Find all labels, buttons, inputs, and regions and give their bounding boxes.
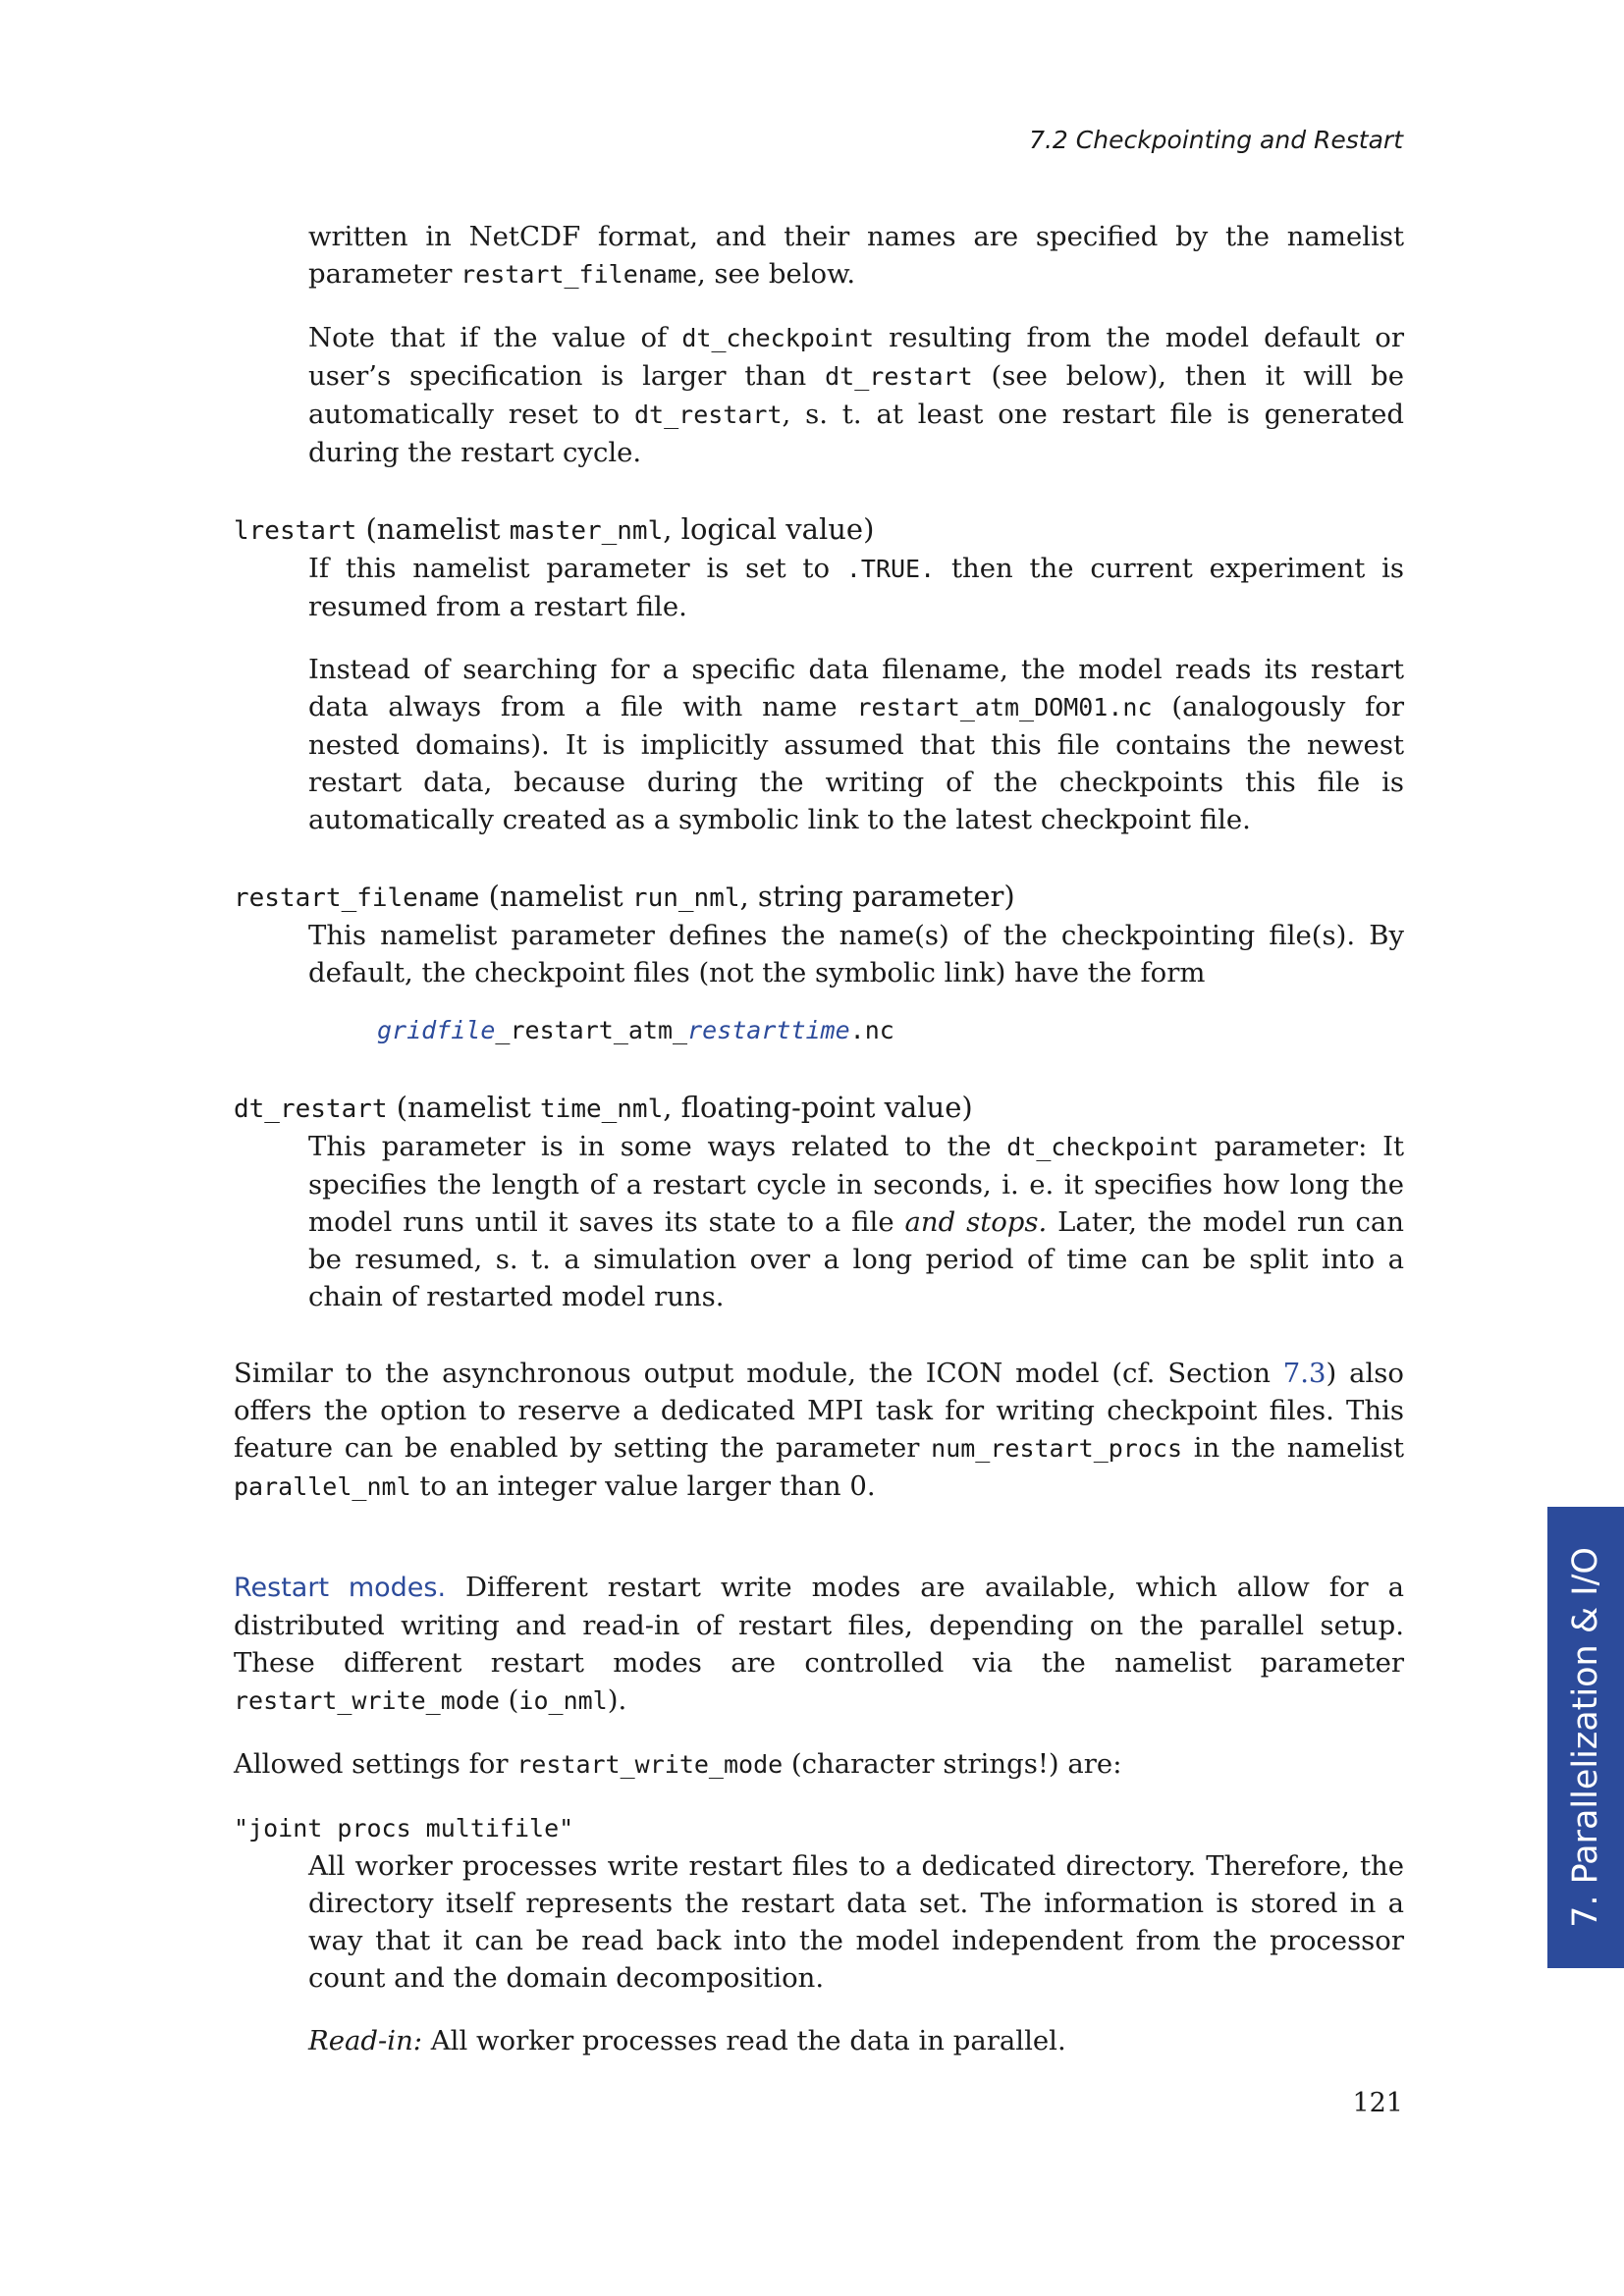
term-name: lrestart (234, 516, 357, 546)
text: Instead of searching for a specific data filename, the model reads its restart data always from a file with name (308, 654, 1404, 722)
formula-literal: _restart_atm_ (495, 1016, 688, 1044)
code-parallel-nml: parallel_nml (234, 1472, 411, 1501)
section-link[interactable]: 7.3 (1282, 1358, 1326, 1389)
term-joint-procs-multifile (234, 1809, 1404, 1847)
text: Later, the model run can be resumed, s. t. a simulation over a long period of time can be split into a chain of restarted model runs. (308, 1206, 1404, 1312)
text: Different restart write modes are available, which allow for a distributed writing and read-in of restart files, depending on the parallel setup. These different restart modes are controlled via the namelist parameter (234, 1572, 1404, 1679)
lrestart-description (308, 550, 1404, 625)
term-name: "joint procs multifile" (234, 1814, 574, 1842)
text: , s. t. at least one restart file is generated during the restart cycle. (308, 399, 1404, 468)
text: Allowed settings for (234, 1748, 517, 1780)
text: If this namelist parameter is set to (308, 553, 846, 584)
lrestart-description-2 (308, 651, 1404, 838)
filename-formula (377, 1011, 1404, 1049)
text: (see below), then it will be automatically reset to (308, 360, 1404, 430)
text: , string parameter) (739, 880, 1015, 913)
code-dt-restart: dt_restart (633, 400, 783, 429)
text: (namelist (396, 1091, 541, 1124)
namelist-name: master_nml (509, 516, 664, 546)
formula-variable: restarttime (687, 1016, 850, 1044)
page-body (234, 218, 1404, 2059)
chapter-tab-label: 7. Parallelization & I/O (1566, 1547, 1605, 1928)
code-restart-write-mode: restart_write_mode (234, 1686, 500, 1715)
text: written in NetCDF format, and their names are specified by the namelist parameter (308, 221, 1404, 290)
text: All worker processes read the data in parallel. (422, 2025, 1066, 2056)
page-number: 121 (1352, 2088, 1403, 2118)
emphasis: and stops. (904, 1206, 1048, 1238)
code-dt-restart: dt_restart (825, 362, 973, 391)
text: (analogously for nested domains). It is implicitly assumed that this file contains the newest restart data, because during the writing of the checkpoints this file is automatically created as a symbolic link to the latest checkpoint file. (308, 691, 1404, 835)
formula-variable: gridfile (377, 1016, 496, 1044)
text: in the namelist (1182, 1432, 1404, 1464)
text: , floating-point value) (663, 1091, 973, 1124)
paragraph-restart-modes (234, 1569, 1404, 1720)
joint-read-in (308, 2022, 1404, 2059)
code-io-nml: io_nml (518, 1686, 608, 1715)
paragraph-netcdf (308, 218, 1404, 294)
text: ) also offers the option to reserve a dedicated MPI task for writing checkpoint files. This feature can be enabled by setting the parameter (234, 1358, 1404, 1464)
formula-literal: .nc (849, 1016, 894, 1044)
text: then the current experiment is resumed from a restart file. (308, 553, 1404, 622)
text: Note that if the value of (308, 322, 682, 353)
text: parameter: It specifies the length of a restart cycle in seconds, i. e. it specifies how long the model runs until it saves its state to a file (308, 1131, 1404, 1238)
running-header: 7.2 Checkpointing and Restart (1029, 126, 1403, 154)
chapter-tab (1547, 1507, 1624, 1968)
text: Similar to the asynchronous output module, the ICON model (cf. Section (234, 1358, 1283, 1389)
text: (character strings!) are: (783, 1748, 1122, 1780)
paragraph-allowed-settings (234, 1745, 1404, 1784)
section-heading: Restart modes. (234, 1573, 447, 1603)
emphasis: Read-in: (308, 2025, 423, 2056)
text: (namelist (365, 512, 510, 546)
restart-filename-description: This namelist parameter defines the name(s) of the checkpointing file(s). By default, the checkpoint files (not the symbolic link) have the form (308, 920, 1404, 988)
code-restart-filename: restart_filename (460, 260, 697, 289)
text: , logical value) (663, 512, 875, 546)
joint-description: All worker processes write restart files to a dedicated directory. Therefore, the directory itself represents the restart data set. The information is stored in a way that it can be read back into the model independent from the processor count and the domain decomposition. (308, 1850, 1404, 1994)
term-lrestart (234, 510, 1404, 550)
code-true: .TRUE. (845, 555, 936, 583)
text: to an integer value larger than 0. (410, 1470, 876, 1502)
namelist-name: time_nml (540, 1095, 664, 1124)
text: ( (499, 1684, 519, 1716)
term-name: dt_restart (234, 1095, 388, 1124)
paragraph-dt-checkpoint-note (308, 319, 1404, 471)
namelist-name: run_nml (631, 883, 740, 913)
text: ). (607, 1684, 627, 1716)
text: This parameter is in some ways related to the (308, 1131, 1007, 1162)
text: , see below. (696, 258, 856, 290)
paragraph-async-output (234, 1355, 1404, 1506)
text: (namelist (488, 880, 632, 913)
term-name: restart_filename (234, 883, 480, 913)
code-restart-file: restart_atm_DOM01.nc (856, 693, 1153, 721)
term-dt-restart (234, 1089, 1404, 1128)
code-dt-checkpoint: dt_checkpoint (1006, 1133, 1199, 1161)
text: resulting from the model default or user’s specification is larger than (308, 322, 1404, 392)
code-dt-checkpoint: dt_checkpoint (681, 324, 875, 352)
term-restart-filename (234, 878, 1404, 917)
code-num-restart-procs: num_restart_procs (931, 1434, 1183, 1463)
code-restart-write-mode: restart_write_mode (516, 1750, 784, 1779)
dt-restart-description (308, 1128, 1404, 1315)
